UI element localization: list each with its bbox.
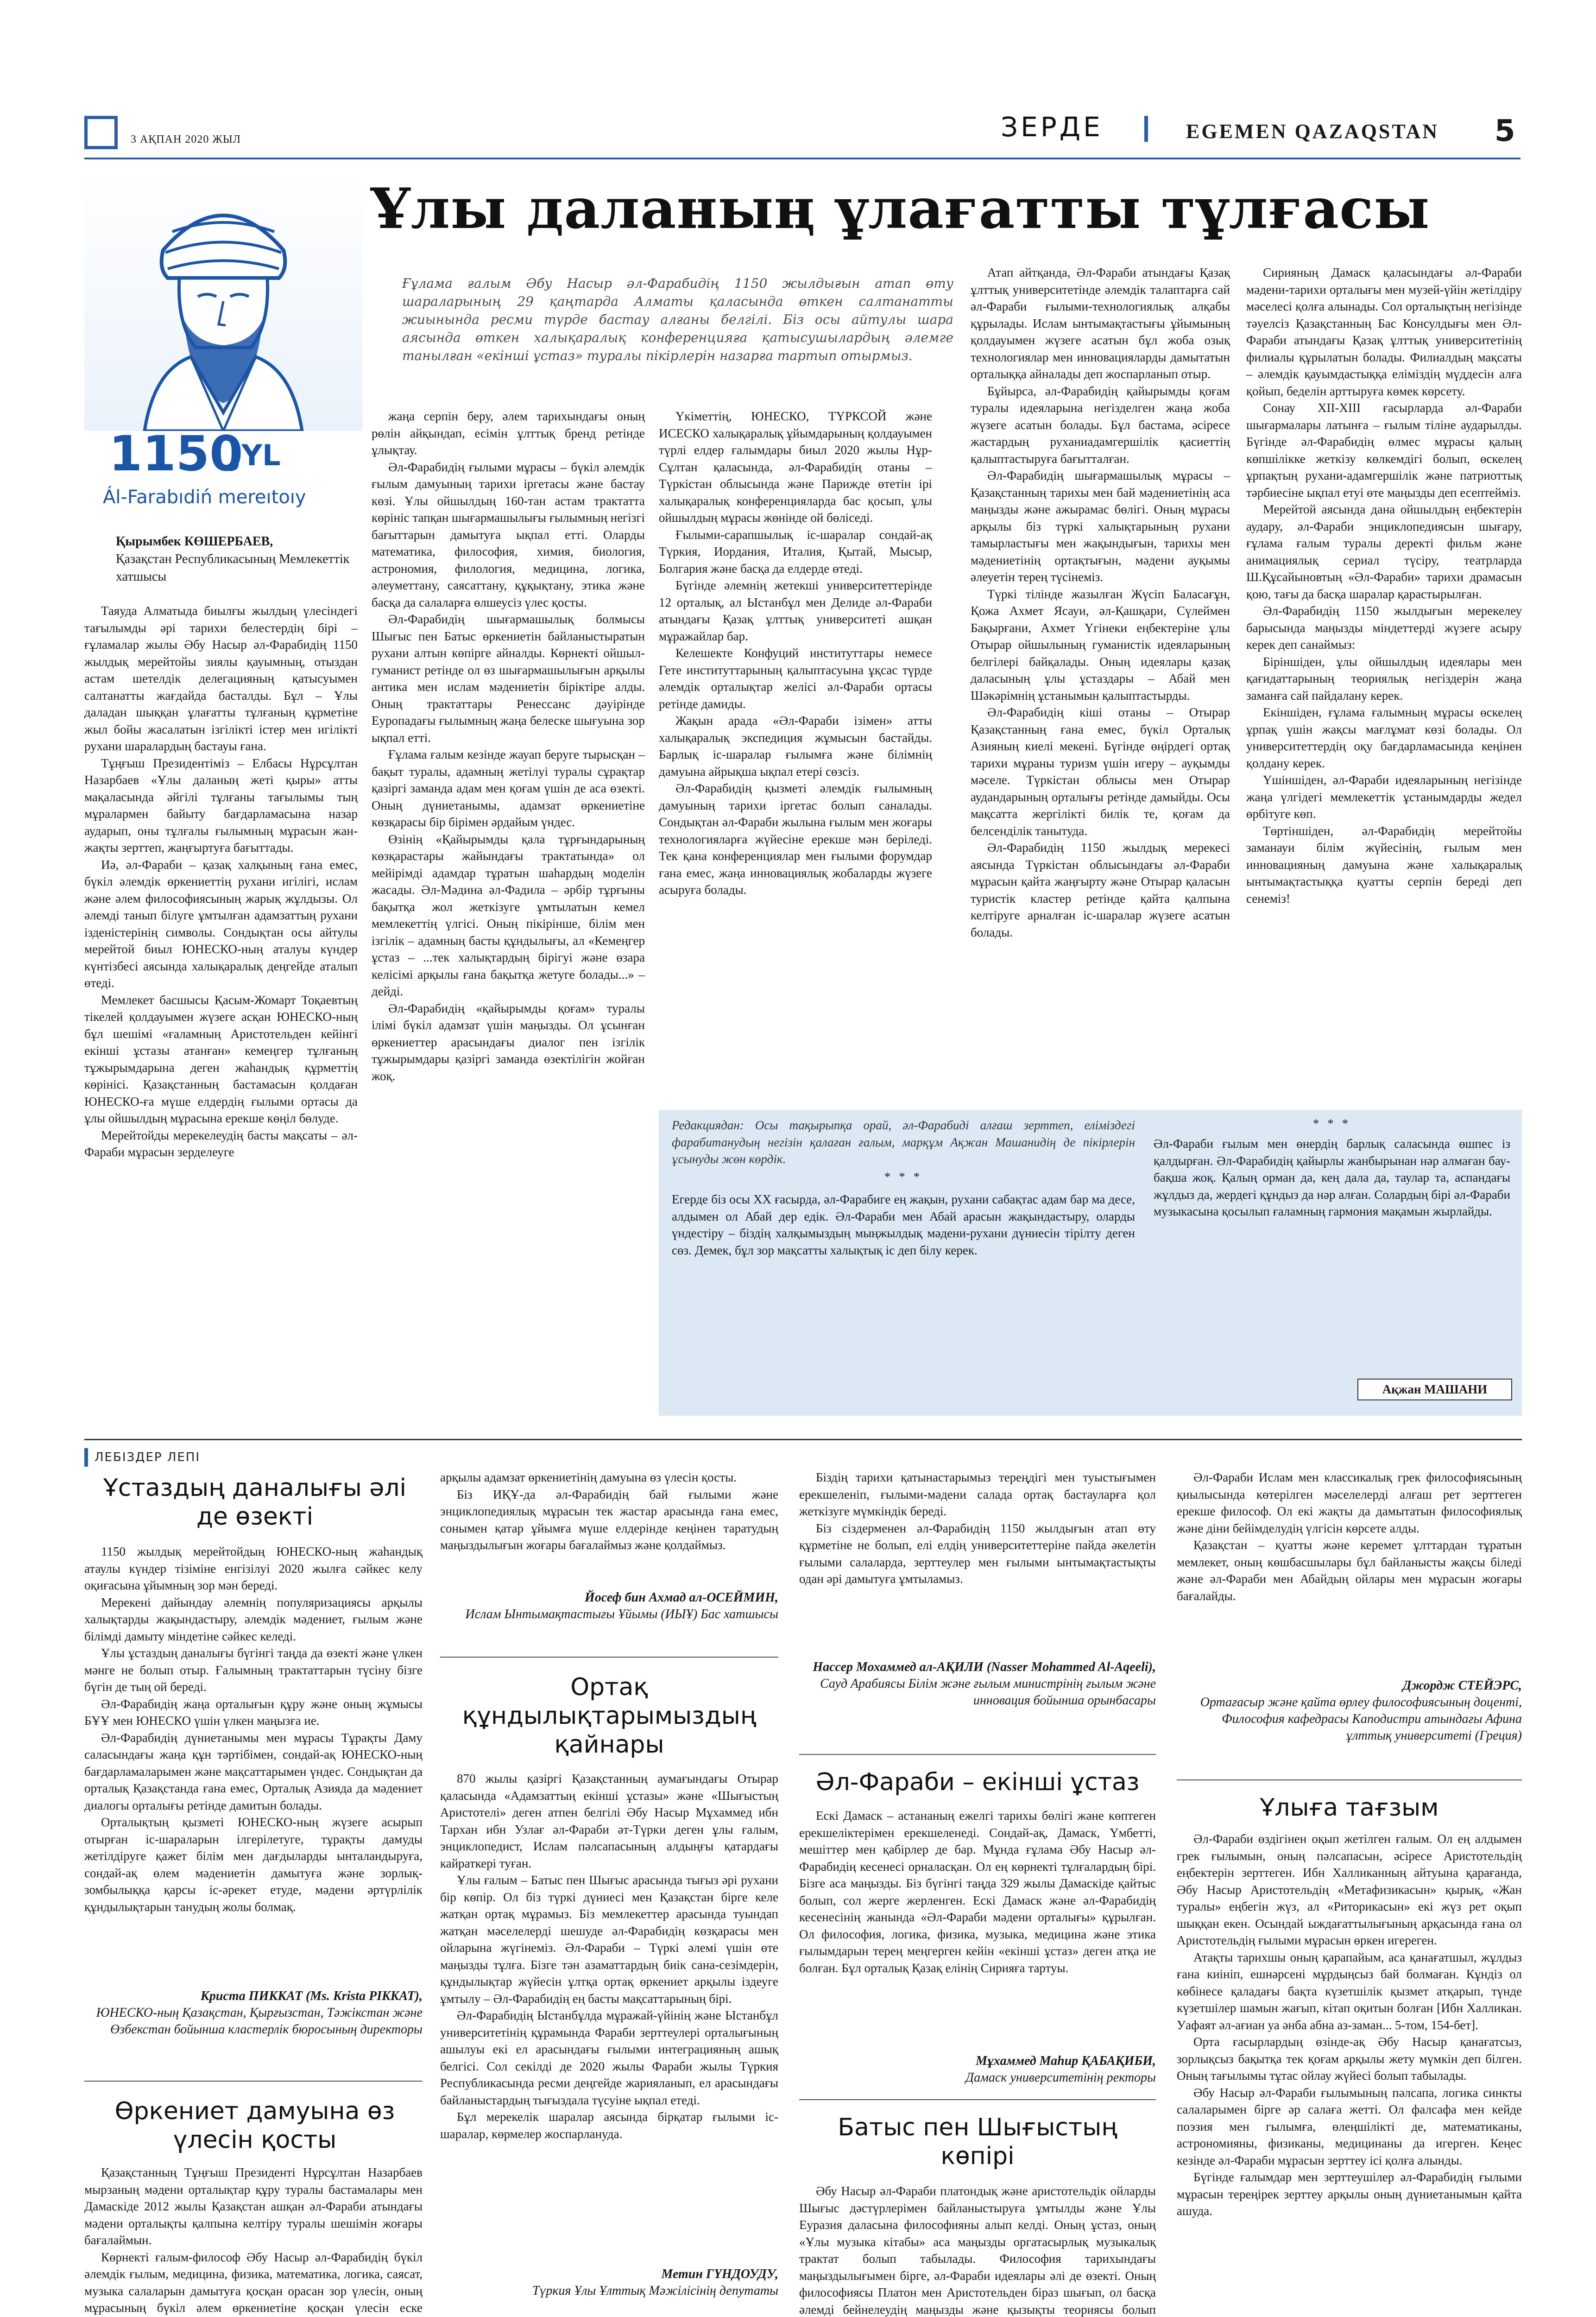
article-column-2 [372,408,645,1413]
paragraph: Бүгінде ғалымдар мен зерттеушілер әл-Фарабидің ғылыми мұрасын тереңірек зерттеу арқылы оның дүниетанымын қайта ашуда. [1177,2170,1522,2218]
article-body [799,1469,1156,1645]
paragraph: Біздің тарихи қатынастарымыз тереңдігі мен туыстығымен ерекшеленіп, ғылыми-мәдени салада ортақ бастауларға қол жеткізуге мүмкіндік береді. [799,1470,1156,1518]
editorial-intro: Редакциядан: Осы тақырыпқа орай, әл-Фарабиді алғаш зерттеп, еліміздегі фарабитанудың негізін қалаған ғалым, марқұм Ақжан Машанидің де пікірлерін ұсынуды жөн көрдік. [672,1118,1135,1166]
anniversary-subtitle: Ál-Farabıdiń mereıtoıy [103,487,306,508]
paragraph: Мерекені дайындау әлемнің популяризациясы арқылы халықтарды жақындастыру, әлемдік мәдениет, ғылым және білімді дамыту міндетіне сәйкес келеді. [84,1595,423,1643]
author-name: Метин ГҮНДОУДУ, [661,2267,778,2281]
paragraph: Әбу Насыр әл-Фараби ғылымының пәлсапа, логика синкты салаларымен бірге әр салаға жетті. Ол фалсафа мен кейде поэзия мен гылымға, өлеңшілікті де, математиканы, астрономияны, физиканы, медицинаны да игерген. Кеңес кезінде әл-Фараби мұрасын зерттеу ісі қолға алынды. [1177,2085,1522,2167]
paragraph: Жақын арада «Әл-Фараби ізімен» атты халықаралық экспедиция жұмысын бастайды. Барлық іс-шаралар ғылымға және білімнің дамуына айрықша ықпал етері сөзсіз. [659,714,932,779]
author-title: Қазақстан Республикасының Мемлекеттік хатшысы [116,552,350,584]
paragraph: Ғұлама ғалым кезінде жауап беруге тырысқан – бақыт туралы, адамның жетілуі туралы сұрақтар қазіргі заманда адам мен қоғам үшін де аса өзекті. Оның дүниетанымы, адамзат өркениетіне көзқарасы бір бірімен әрдайым үндес. [372,747,645,829]
paragraph: Көрнекті ғалым-философ Әбу Насыр әл-Фарабидің бүкіл әлемдік ғылым, медицина, физика, математика, логика, саясат, музыка салаларын дамытуға қосқан орасан зор үлесін, оның мұрасының бүкіл әлем өркениетіне қосқан үлесін еске [84,2250,423,2315]
paragraph: Қазақстан – қуатты және керемет ұлттардан тұратын мемлекет, оның көшбасшылары бұл байланысты жақсы біледі және әл-Фараби мен Абайдың ойлары мен мұрасын жоғары бағалайды. [1177,1538,1522,1603]
paragraph: Өзінің «Қайырымды қала тұрғындарының көзқарастары жайындағы трактатында» ол мейірімді адамдар тұратын шаһардың моделін жасады. Әл-Мәдина әл-Фадила – әрбір тұрғыны бақытқа жол жеткізуге ұмтылатын кемел мемлекеттің үлгісі. Оның пікірінше, білім мен ізгілік – адамның басты құндылығы, ал «Кемеңгер ұстаз – ...тек халықтардың бірігуі және өзара келісімі арқылы ғана бақытқа жетуге болады...» – дейді. [372,832,645,998]
paragraph: Атақты тарихшы оның қарапайым, аса қанағатшыл, жұлдыз ғана киініп, ешнәрсені мұрдыңсыз бай болмаған. Кұндіз ол көбінесе қаладағы бақта күзетшілік қызмет атқарып, түнде күзетшілер шамын жағып, кітап оқитын болған [Ибн Халликан. Уафаят әл-ағиан уа әнба абна аз-заман... 5-том, 154-бет]. [1177,1950,1522,2032]
author-title: Сауд Арабиясы Білім және ғылым министрінің ғылым және инновация бойынша орынбасары [820,1677,1156,1708]
author-name: Қырымбек КӨШЕРБАЕВ, [116,534,273,549]
paragraph: Біз ИҚҰ-да әл-Фарабидің бай ғылыми және энциклопедиялық мұрасын тек жастар арасында ғана емес, сонымен қатар ұйымға мүше елдерінде кеңінен таратудың маңыздылығын жоғары бағалаймыз және қолдаймыз. [440,1487,778,1552]
author-title: Дамаск университетінің ректоры [965,2070,1156,2085]
article-body [84,2164,423,2317]
paragraph: Мерейтой аясында дана ойшылдың еңбектерін аудару, әл-Фараби энциклопедиясын шығару, ғұлама ғалым туралы деректі фильм және анимациялық сериал түсіру, театрларда Ш.Құсайыновтың «Әл-Фараби» тарихи драмасын қою, тағы да басқа шаралар қарастырылған. [1246,502,1522,601]
newspaper-logo-icon [84,116,118,149]
article-author [799,1659,1156,1709]
article-column-3 [659,408,932,1103]
article-divider [440,1657,778,1658]
paragraph: Әбу Насыр әл-Фараби платондық және аристотельдік ойларды Шығыс дәстүрлерімен байланыстыруға ұмтылды және Ұлы Еуразия даласына философияны алып келді. Оның ұстаз, оның «Ұлы музыка кітабы» аса маңызды оргатасырлық музыкалық трактат болып табылады. Философия тарихындағы маңыздылығымен бірге, әл-Фараби идеялары әлі де өзекті. Оның философиясы Платон мен Аристотельден біраз шығып, ол басқа әлемді бейнелеудің маңызды және қызықты теориясы болып [799,2184,1156,2317]
header-rule [84,158,1520,159]
issue-date: 3 АҚПАН 2020 ЖЫЛ [131,133,241,146]
page-title: Ұлы даланың ұлағатты тұлғасы [371,176,1430,241]
anniversary-number: 1150 [109,425,243,482]
paragraph: арқылы адамзат өркениетінің дамуына өз үлесін қосты. [440,1470,737,1484]
paragraph: Иә, әл-Фараби – қазақ халқының ғана емес, бүкіл әлемдік өркениеттің рухани игілігі, ислам және әлем философиясының жарық жұлдызы. Ол әлемді танып білуге ұмтылған адамзаттың рухани ізденістерінің символы. Сондықтан осы айтулы мерейтой биыл ЮНЕСКО-ның аталуы күндер күнтізбесі аясында халықаралық деңгейде аталып өтеді. [84,857,358,990]
paragraph: Бұл мерекелік шаралар аясында бірқатар ғылыми іс-шаралар, көрмелер жоспарлануда. [440,2110,778,2141]
paragraph: Қазақстанның Тұңғыш Президенті Нұрсұлтан Назарбаев мырзаның мәдени орталықтар құру туралы бастамалары мен Дамаскіде 2012 жылы Қазақстан ашқан әл-Фараби атындағы мәдени орталықты қалпына келтіру туралы шешімін жоғары бағалаймын. [84,2165,423,2247]
paragraph: Ескі Дамаск – астананың ежелгі тарихы бөлігі және көптеген ерекшеліктерімен ерекшеленеді. Сондай-ақ, Дамаск, Үмбетті, мешіттер мен қабірлер де бар. Мұнда ғұлама Әбу Насыр әл-Фарабидің кесенесі орналасқан. Ол ең көрнекті тұлғалардың бірі. Бізге аса маңызды. Біз бүгінгі таңда 329 жылы Дамаскіде қайтыс болып, сол жерге жерленген. Ескі Дамаск және әл-Фарабидің кесенесінің жанында «Әл-Фараби мәдени орталығы» құрылған. Ол философия, логика, физика, музыка, медицина және этика ғылымдарын терең меңгерген кейін «екінші ұстаз» деген атқа ие болған. Бұл орталық Қазақ елінің Сирияға тартуы. [799,1809,1156,1975]
paragraph: Бұйырса, әл-Фарабидің қайырымды қоғам туралы идеяларына негізделген жаңа жоба жүзеге асатын болады. Бұл бастама, әсіресе жастардың руханиадамгершілік қасиеттің қалыптастыруға бағытталған. [971,384,1230,466]
paragraph: Орталықтың қызметі ЮНЕСКО-ның жүзеге асырып отырған іс-шараларын ілгерілетуге, тұрақты дамуды жетілдіруге қажет білім мен дағдыларды ынталандыруға, сондай-ақ өлем мәдениетін дамытуға және зорлық-зомбылыққа қарсы іс-әрекет етуде, мәдени әртүрлілік құндылықтарын танудың жолы болмақ. [84,1815,423,1914]
author-name: Криста ПИККАТ (Ms. Krista PIKKAT), [200,1989,423,2003]
author-name: Йосеф бин Ахмад ал-ОСЕЙМИН, [585,1590,778,1605]
paragraph: Үшіншіден, әл-Фараби идеяларының негізінде жаңа үлгідегі мемлекеттік ұстанымдарды жедел өрбітуге көп. [1246,773,1522,821]
article-divider [799,2099,1156,2100]
article-body [799,1807,1156,2044]
article-author [799,2053,1156,2086]
article-author [1177,1678,1522,1744]
paragraph: Мемлекет басшысы Қасым-Жомарт Тоқаевтың тікелей қолдауымен жүзеге асқан ЮНЕСКО-ның бұл шешімі «ғаламның Аристотельден кейінгі екінші ұстазы атанған» кемеңгер тұлғаның тұжырымдарына деген жаһандық құрметтің көрінісі. Қазақстанның бастамасын қолдаған ЮНЕСКО-ға мүше елдердің ғылыми ортасы да ұлы ойшылдың мұрасына ерекше көңіл бөлуде. [84,993,358,1125]
editorial-stars-2: * * * [1313,1117,1351,1130]
paragraph: Сонау ХІІ-ХІІІ ғасырларда әл-Фараби шығармалары латынға – ғылым тіліне аударылды. Бүгінде әл-Фарабидің өлмес мұрасы қалың көпшілікке жеткізу көлкемдігі болып, өскелең ұрпақтың рухани-адамгершілік және патриоттық тәрбиесіне ықпал етуі өте маңызды деп есептейміз. [1246,401,1522,500]
article-divider [799,1754,1156,1755]
al-farabi-portrait [84,171,362,431]
paragraph: Әл-Фарабидің қызметі әлемдік ғылымның дамуының тарихи іргетас болып саналады. Сондықтан әл-Фараби жылына ғылым мен жоғары технологияларға жүйесіне ерекше мән беріледі. Тек қана конференциялар мен ғылыми форумдар ғана емес, жаңа инновациялық жобаларды жүзеге асыруға болады. [659,781,932,897]
paragraph: Әл-Фарабидің шығармашылық болмысы Шығыс пен Батыс өркениетін байланыстыратын рухани алтын көпірге айналды. Көрнекті ойшыл-гуманист ретінде ол өз шығармашылығын арқылы антика мен ислам мәдениетін біріктіре алды. Оның трактаттары Ренессанс дәуірінде Еуропадағы ғылымның жаңа белеске шығуына зор ықпал етті. [372,612,645,745]
paragraph: Мерейтойды мерекелеудің басты мақсаты – әл-Фараби мұрасын зерделеуге [84,1128,358,1159]
author-title: Түркия Ұлы Ұлттық Мәжілісінің депутаты [532,2284,778,2298]
paragraph: Ұлы ұстаздың даналығы бүгінгі таңда да өзекті және үлкен мәнге не болып отыр. Ғалымның трактаттарын түсіну бізге бүгін де тың ой береді. [84,1646,423,1694]
paragraph: Бүгінде әлемнің жетекші университеттерінде 12 орталық, ал Ыстанбұл мен Делиде әл-Фараби атындағы Қазақ ұлттық университеті ашқан мұражайлар бар. [659,578,932,643]
paragraph: Әл-Фарабидің шығармашылық мұрасы – Қазақстанның тарихы мен бай мәдениетінің аса маңызды және ажырамас бөлігі. Оның мұрасы арқылы біз түркі халықтарының рухани тамырластығы мен жақындығын, тарихы мен мәдениетінің ортақтығын, мәдени ауқымы әлеуетін терең түсінеміз. [971,468,1230,584]
paragraph: Ғылыми-сарапшылық іс-шаралар сондай-ақ Түркия, Иордания, Италия, Қытай, Мысыр, Болгария және басқа да елдерде өтеді. [659,527,932,576]
article-column-1 [84,602,358,1413]
article-body [1177,1830,1522,2317]
paragraph: Үкіметтің, ЮНЕСКО, ТҮРКСОЙ және ИСЕСКО халықаралық ұйымдарының қолдауымен түрлі елдер ғалымдары биыл 2020 жылы Нұр-Сұлтан қаласында, әл-Фарабидің отаны – Түркістан облысында және Парижде өтетін ірі халықаралық конференцияларда бас қосып, ұлы ойшылдың мұрасы жөнінде ой бөліседі. [659,409,932,525]
paragraph: Келешекте Конфуций институттары немесе Гете институттарының қалыптасуына ұқсас түрде әлемдік орталықтар желісі әл-Фараби ортасы ретінде дамиды. [659,646,932,711]
paragraph: Атап айтқанда, Әл-Фараби атындағы Қазақ ұлттық университетінде әлемдік талаптарға сай әл-Фараби ғылыми-технологиялық алқабы құрылады. Ислам ынтымақтастығы ұйымының қолдауымен жүзеге асатын бұл жоба озық технологиялар мен инновацияларды дамытатын орталыққа айналады деп жоспарланып отыр. [971,266,1230,381]
paragraph: Тұңғыш Президентіміз – Елбасы Нұрсұлтан Назарбаев «Ұлы даланың жеті қыры» атты мақаласында әйгілі тұлғаны тағылымы тың мұралармен байыту бағдарламасына назар аударып, оны тұлғалы ғылымның мұрасын жан-жақты зерттеп, жаңғыртуға бағыттады. [84,756,358,855]
paragraph: Біріншіден, ұлы ойшылдың идеялары мен қағидаттарының теориялық негіздерін жаңа заманға сай пайдалану керек. [1246,654,1522,703]
header-divider [1144,116,1148,142]
author-title: Ислам Ынтымақтастығы Ұйымы (ИЫҰ) Бас хатшысы [465,1607,778,1621]
author-name: Нассер Мохаммед ал-АҚИЛИ (Nasser Mohammed Al-Aqeeli), [813,1660,1156,1674]
editorial-text-2: Әл-Фараби ғылым мен өнердің барлық саласында өшпес із қалдырған. Әл-Фарабидің қайырлы жанбырынан нәр алмаған бау-бақша жоқ. Қалың орман да, кең дала да, таулар та, аспандағы жұлдыз да, жердегі құндыз да нәр алған. Солардың бірі әл-Фараби музыкасына қосылып ғаламның гармония мақамын жырлайды. [1154,1137,1510,1218]
article-column-5 [1246,264,1522,1103]
paragraph: Әл-Фарабидің «қайырымды қоғам» туралы ілімі бүкіл адамзат үшін маңызды. Ол ұсынған өркениеттер арасындағы диалог пен ізгілік тұжырымдары қазіргі заманда өзектілігін жойған жоқ. [372,1001,645,1083]
section-title: ЗЕРДЕ [1001,111,1103,143]
editorial-stars: * * * [884,1170,922,1184]
article-author [440,2266,778,2299]
article-divider [1177,1779,1522,1780]
page-number: 5 [1495,114,1515,148]
author-title: ЮНЕСКО-ның Қазақстан, Қырғызстан, Тәжікстан және Өзбекстан бойынша кластерлік бюросының директоры [96,2006,423,2037]
paragraph: Әл-Фарабидің ғылыми мұрасы – бүкіл әлемдік ғылым дамуының тарихи іргетасы және бастау көзі. Ұлы ойшылдың 160-тан астам трактатта көрініс тапқан шығармашылығы ғылымның негізгі бағыттарын дамытуға ықпал етті. Оларды математика, философия, химия, биология, астрономия, филология, медицина, логика, әлеуметтану, саясаттану, құқықтану, этика және басқа да салаларға өлшеусіз үлес қосты. [372,460,645,609]
paragraph: Орта ғасырлардың өзінде-ақ Әбу Насыр қанағатсыз, зорлықсыз бақытқа тек қоғам арқылы жету мүмкін деп білген. Оның тағылымы тұтас ойлау жүйесі болып табылады. [1177,2035,1522,2083]
paragraph: Әл-Фарабидің дүниетанымы мен мұрасы Тұрақты Даму саласындағы жаңа құн тәртібімен, сондай-ақ ЮНЕСКО-ның бағдарламаларымен және мақсаттарымен үндес. Сондықтан да орталық Қазақстанда ғана емес, Орталық Азияда да мәдениет диалогы орталығы ретінде дамитын болады. [84,1730,423,1812]
article-body [440,1770,778,2257]
paragraph: Біз сіздерменен әл-Фарабидің 1150 жылдығын атап өту құрметіне не болып, елі елдің университеттеріне пайда әкелетін ғылыми салаларда, зерттеулер мен ғылыми ынтымақтастықты одан әрі дамытуға ұмтыламыз. [799,1521,1156,1586]
article-body [1177,1469,1522,1664]
paragraph: жаңа серпін беру, әлем тарихындағы оның рөлін айқындап, есімін ұлттық бренд ретінде ұлықтау. [372,409,645,457]
paragraph: Таяуда Алматыда биылғы жылдың үлесіндегі тағылымды әрі тарихи белестердің бірі – ғұламалар жылы Әбу Насыр әл-Фарабидің 1150 жылдық мерейтойы зиялы қауымның, отыздан астам шетелдік делегацияның қатысуымен салтанатты жағдайда басталды. Бұл – Ұлы даладан шыққан ұлағатты тұлғаның құрметіне жыл бойы жасалатын ізгілікті істер мен игілікті рухани шаралардың бастауы ғана. [84,604,358,753]
anniversary-jyl: JYL [231,438,281,472]
paragraph: 870 жылы қазіргі Қазақстанның аумағындағы Отырар қаласында «Адамзаттың екінші ұстазы» және «Шығыстың Аристотелі» деген атпен белгілі Әбу Насыр Мұхаммед ибн Тархан ибн Узлағ әл-Фараби әт-Түрки деген ұлы ғалым, энциклопедист, Ислам пәлсапасының алдыңғы қатардағы кайраткері туған. [440,1772,778,1870]
section-divider [84,1439,1522,1440]
article-column-4 [971,264,1230,1103]
paragraph: Екіншіден, ғұлама ғалымның мұрасы өскелең ұрпақ үшін жақсы мағлұмат көзі болады. Ол университеттердің оқу бағдарламасында кеңінен қолдану керек. [1246,705,1522,770]
paragraph: Әл-Фараби Ислам мен классикалық грек философиясының қиылысында көтерілген мәселелерді алғаш рет зерттеген ерекше философ. Ол екі жақты да дамытатын философиялық және діни бейімделудің үлгісін көрсете алды. [1177,1470,1522,1535]
editorial-signature: Ақжан МАШАНИ [1357,1379,1512,1400]
article-body [84,1543,423,1979]
newspaper-name: EGEMEN QAZAQSTAN [1186,120,1439,143]
article-author [440,1589,778,1623]
lead-paragraph: Ғұлама ғалым Әбу Насыр әл-Фарабидің 1150 жылдығын атап өту шараларының 29 қаңтарда Алматы қаласында өткен салтанатты жиынында ресми түрде бастау алғаны белгілі. Біз осы айтулы шара аясында өткен халықаралық конференцияға қатысушылардың әлемге танылған «екінші ұстаз» туралы пікірлерін назарға тартып отырмыз. [402,276,953,363]
paragraph: Әл-Фараби өздігінен оқып жетілген ғалым. Ол ең алдымен грек ғылымын, оның пәлсапасын, әсіресе Аристотельдің еңбектерін зерттеген. Ибн Халликанның айтуына қарағанда, Әбу Насыр Аристотельдің «Метафизикасын» қырық, «Жан туралы» еңбегін жүз, ал «Риторикасын» екі жүз рет оқып шыққан екен. Осындай ыждағаттылығының арқасында ғана ол Аристотельдің ғылыми мұрасын өркен игереген. [1177,1832,1522,1947]
article-title: Ортақ құндылықтарымыздың қайнары [462,1673,757,1759]
editorial-text-1: Егерде біз осы ХХ ғасырда, әл-Фарабиге ең жақын, рухани сабақтас адам бар ма десе, алдымен ол Абай дер едік. Әл-Фараби мен Абай арасын жақындастыру, оларды үндестіру – біздің халқымыздың мыңжылдық мәдени-рухани дүниесін тірілту деген сөз. Демек, бұл зор мақсатты халықтық іс деп білу керек. [672,1192,1135,1257]
article-divider [84,2081,423,2082]
paragraph: Сирияның Дамаск қаласындағы әл-Фараби мәдени-тарихи орталығы мен музей-үйін жетілдіру мәселесі қолға алынады. Сол орталықтың негізінде тәуелсіз Қазақстанның Бас Консулдығы мен Әл-Фараби атындағы Қазақ ұлттық университетінің филиалы құрылатын болады. Филиалдың мақсаты – әлемдік қауымдастыққа еліміздің мүддесін алға қойып, беделін арттыруға көмек көрсету. [1246,266,1522,398]
paragraph: Ұлы ғалым – Батыс пен Шығыс арасында тығыз әрі рухани бір көпір. Ол біз түркі дүниесі мен Қазақстан бірге келе жатқан ортақ мұрамыз. Біз мемлекеттер арасында туындап жатқан мәселелерді шешуде әл-Фарабидің көзқарасы мен ойларына жүгінеміз. Әл-Фараби – Түркі әлемі үшін өте маңызды тұлға. Бізге тән азаматтардың биік сана-сезімдерін, құндылықтар жүйесін ұлтқа ортақ өркениет арқылы іздеуге ұмтылу – Әл-Фарабидің ең басты мақсаттарының бірі. [440,1873,778,2006]
article-body [440,1469,778,1557]
paragraph: Әл-Фарабидің кіші отаны – Отырар Қазақстанның ғана емес, бүкіл Орталық Азияның киелі мекені. Бүгінде өңірдегі ортақ тарихи мұраны туризм үшін игеру – ауқымды мәселе. Түркістан облысы мен Отырар аудандарының орталығы ретінде дамыйды. Осы мақсатта жергілікті билік те, қоғам да белсенділік танытуда. [971,705,1230,838]
article-title: Әл-Фараби – екінші ұстаз [815,1768,1140,1796]
article-author [84,1988,423,2038]
paragraph: 1150 жылдық мерейтойдың ЮНЕСКО-ның жаһандық атаулы күндер тізіміне енгізілуі 2020 жылға сәйкес келу оқиғасына ұйымның зор мән береді. [84,1545,423,1592]
section-label-bar [84,1448,88,1467]
article-title: Өркениет дамуына өз үлесін қосты [114,2097,395,2154]
paragraph: Түркі тілінде жазылған Жүсіп Баласағұн, Қожа Ахмет Ясауи, әл-Қашқари, Сүлеймен Бақырғани, Ахмет Үгінеки еңбектеріне ұлы Отырар ойшылының гуманистік идеяларының белгілері байқалады. Оның идеялары қазақ даласының ұлы ұстаздары – Абай мен Шәкәрімнің ұстанымын қалыптастырды. [971,587,1230,703]
author-block [116,533,357,586]
author-name: Джордж СТЕЙЭРС, [1402,1678,1522,1693]
paragraph: Әл-Фарабидің жаңа орталығын құру және оның жұмысы БҰҰ мен ЮНЕСКО үшін үлкен маңызға ие. [84,1697,423,1728]
paragraph: Әл-Фарабидің Ыстанбұлда мұражай-үйінің және Ыстанбұл университетінің құрамында Фараби зерттеулері орталығының ашылуы екі ел арасындағы ғылыми интеграцияның ашық белгісі. Сол секілді де 2020 жылы Фараби жылы Түркия Республикасында ресми деңгейде жарияланып, ел арасындағы байланыстардың тығыздала түсуіне ықпал етеді. [440,2008,778,2107]
paragraph: Төртіншіден, әл-Фарабидің мерейтойы заманауи білім жүйесінің, ғылым мен инновацияның дамуына және халықаралық ынтымақтастыққа қуатты серпін береді деп сенеміз! [1246,823,1522,905]
article-body [799,2183,1156,2317]
author-name: Мұхаммед Маһир ҚАБАҚИБИ, [976,2054,1156,2068]
article-title: Батыс пен Шығыстың көпірі [838,2114,1117,2170]
paragraph: Әл-Фарабидің 1150 жылдығын мерекелеу барысында маңызды міндеттерді жүзеге асыру керек деп санаймыз: [1246,604,1522,652]
author-title: Ортағасыр және қайта өрлеу философиясының доценті, Философия кафедрасы Каподистри атындағы Афина ұлттық университеті (Греция) [1200,1695,1522,1743]
article-title: Ұлыға тағзым [1260,1794,1439,1822]
paragraph: Әл-Фарабидің 1150 жылдық мерекесі аясында Түркістан облысындағы әл-Фараби мұрасын қайта жаңғырту және Отырар қаласын туристік кластер ретінде қайта қалпына келтіруге арналған іс-шаралар жүзеге асатын болады. [971,841,1230,939]
article-title: Ұстаздың даналығы әлі де өзекті [103,1474,406,1531]
section-label: ЛЕБІЗДЕР ЛЕПІ [95,1450,201,1464]
